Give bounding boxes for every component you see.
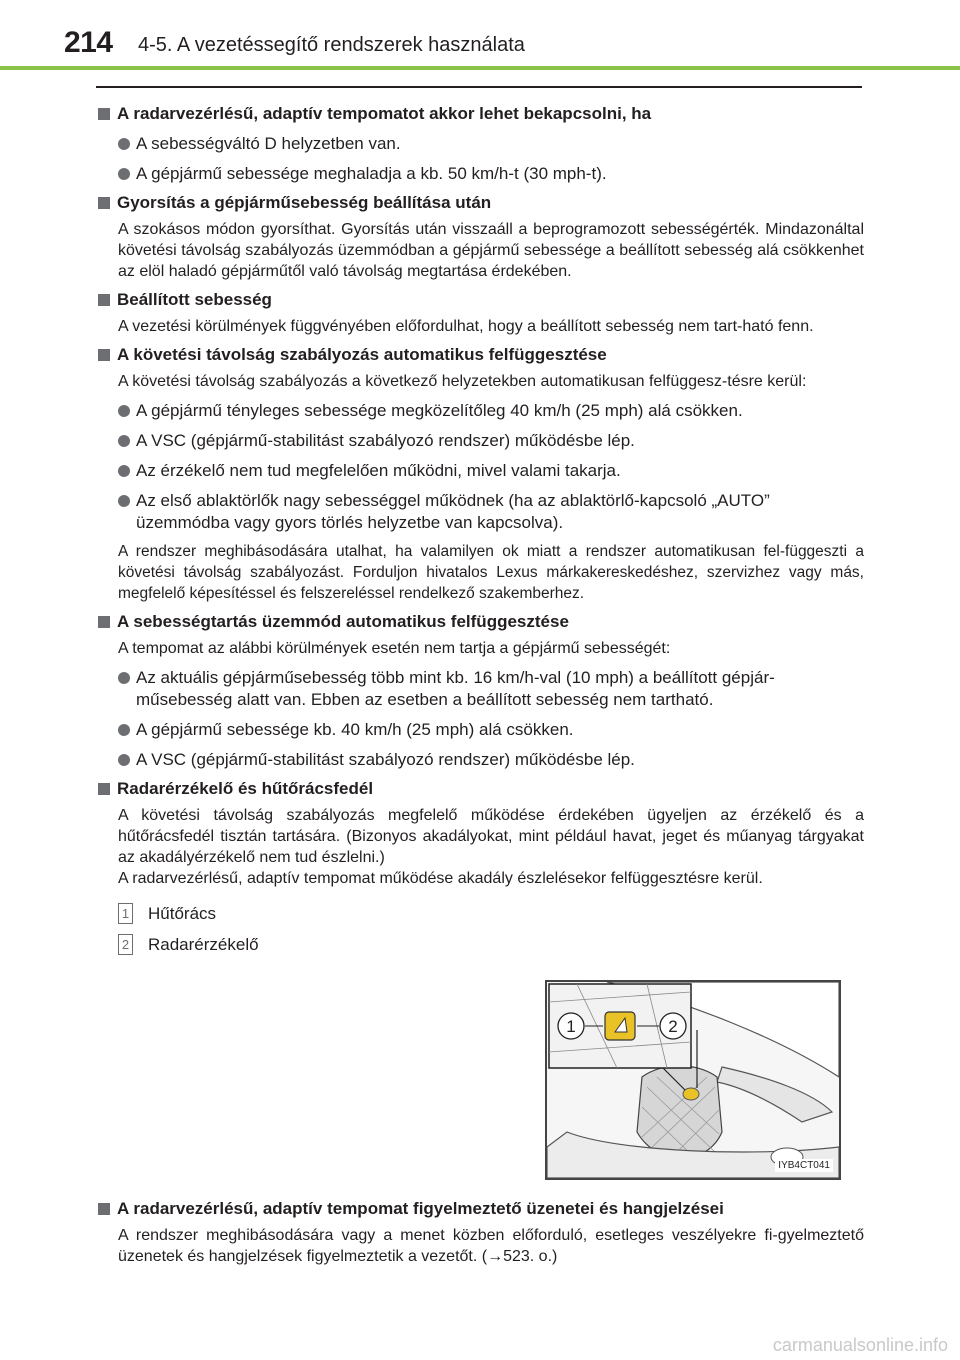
bullet-item: A VSC (gépjármű-stabilitást szabályozó rendszer) működésbe lép. [96,749,864,771]
section-heading-set-speed: Beállított sebesség [96,289,864,311]
section-heading-speed-cancel: A sebességtartás üzemmód automatikus felfüggesztése [96,611,864,633]
paragraph: A radarvezérlésű, adaptív tempomat működése akadály észlelésekor felfüggesztésre kerül. [118,870,763,887]
bullet-item: Az aktuális gépjárműsebesség több mint kb. 16 km/h-val (10 mph) a beállított gépjár-műsebesség alatt van. Ebben az esetben a beállított sebesség nem tartható. [96,667,864,711]
section-heading-activation: A radarvezérlésű, adaptív tempomatot akkor lehet bekapcsolni, ha [96,103,864,125]
bullet-item: A gépjármű tényleges sebessége megközelítőleg 40 km/h (25 mph) alá csökken. [96,400,864,422]
legend-item [96,903,864,924]
radar-sensor-illustration [545,980,841,1180]
bullet-item: A VSC (gépjármű-stabilitást szabályozó rendszer) működésbe lép. [96,430,864,452]
legend-label: Radarérzékelő [148,934,259,954]
watermark: carmanualsonline.info [772,1335,948,1355]
bullet-item: A gépjármű sebessége meghaladja a kb. 50 km/h-t (30 mph-t). [96,163,864,185]
figure-callout-1: 1 [566,1017,576,1036]
chapter-title: 4-5. A vezetéssegítő rendszerek használata [138,34,525,56]
figure-callout-2: 2 [668,1017,678,1036]
section-heading-distance-cancel: A követési távolság szabályozás automatikus felfüggesztése [96,344,864,366]
section-warning-messages [96,1198,864,1267]
legend-number: 1 [118,903,133,924]
legend-item [96,934,864,955]
figure-code: IYB4CT041 [775,1159,833,1172]
paragraph: A rendszer meghibásodására vagy a menet közben előforduló, esetleges veszélyekre fi-gyelmeztető üzenetek és hangjelzések figyelmeztetik a vezetőt. (→523. o.) [118,1227,864,1265]
bullet-item: Az első ablaktörlők nagy sebességgel működnek (ha az ablaktörlő-kapcsoló „AUTO” üzemmódba vagy gyors törlés helyzetbe van kapcsolva). [96,490,864,534]
car-front-drawing [547,982,839,1178]
section-heading-radar-sensor: Radarérzékelő és hűtőrácsfedél [96,778,864,800]
bullet-item: A sebességváltó D helyzetben van. [96,133,864,155]
paragraph: A követési távolság szabályozás megfelelő működése érdekében ügyeljen az érzékelő és a hűtőrácsfedél tisztán tartására. (Bizonyos akadályokat, mint például havat, jeget és műanyag tárgyakat az akadályérzékelő nem tud észlelni.) [118,807,864,866]
bullet-item: Az érzékelő nem tud megfelelően működni, mivel valami takarja. [96,460,864,482]
paragraph: A követési távolság szabályozás a következő helyzetekben automatikusan felfüggesz-tésre kerül: [118,373,807,390]
content-top-rule [96,86,862,88]
page-number: 214 [64,26,113,59]
bullet-item: A gépjármű sebessége kb. 40 km/h (25 mph) alá csökken. [96,719,864,741]
paragraph: A tempomat az alábbi körülmények esetén nem tartja a gépjármű sebességét: [118,640,671,657]
note-paragraph: A rendszer meghibásodására utalhat, ha valamilyen ok miatt a rendszer automatikusan fel-függeszti a követési távolság szabályozást. Forduljon hivatalos Lexus márkakereskedéshez, szervizhez vagy más, megfelelő képesítéssel és felszereléssel rendelkező szakemberhez. [118,543,864,602]
paragraph: A szokásos módon gyorsíthat. Gyorsítás után visszaáll a beprogramozott sebességérték. Mindazonáltal követési távolság szabályozás üzemmódban a gépjármű sebessége a beállított sebesség alá csökkenhet az elöl haladó gépjárműtől való távolság megtartása érdekében. [118,221,864,280]
page-header [0,0,960,72]
paragraph: A vezetési körülmények függvényében előfordulhat, hogy a beállított sebesség nem tart-ható fenn. [118,318,814,335]
page-content [96,96,864,955]
header-accent-rule [0,66,960,70]
section-heading-acceleration: Gyorsítás a gépjárműsebesség beállítása után [96,192,864,214]
legend-number: 2 [118,934,133,955]
legend-label: Hűtőrács [148,903,217,923]
section-heading-warnings: A radarvezérlésű, adaptív tempomat figyelmeztető üzenetei és hangjelzései [96,1198,864,1220]
